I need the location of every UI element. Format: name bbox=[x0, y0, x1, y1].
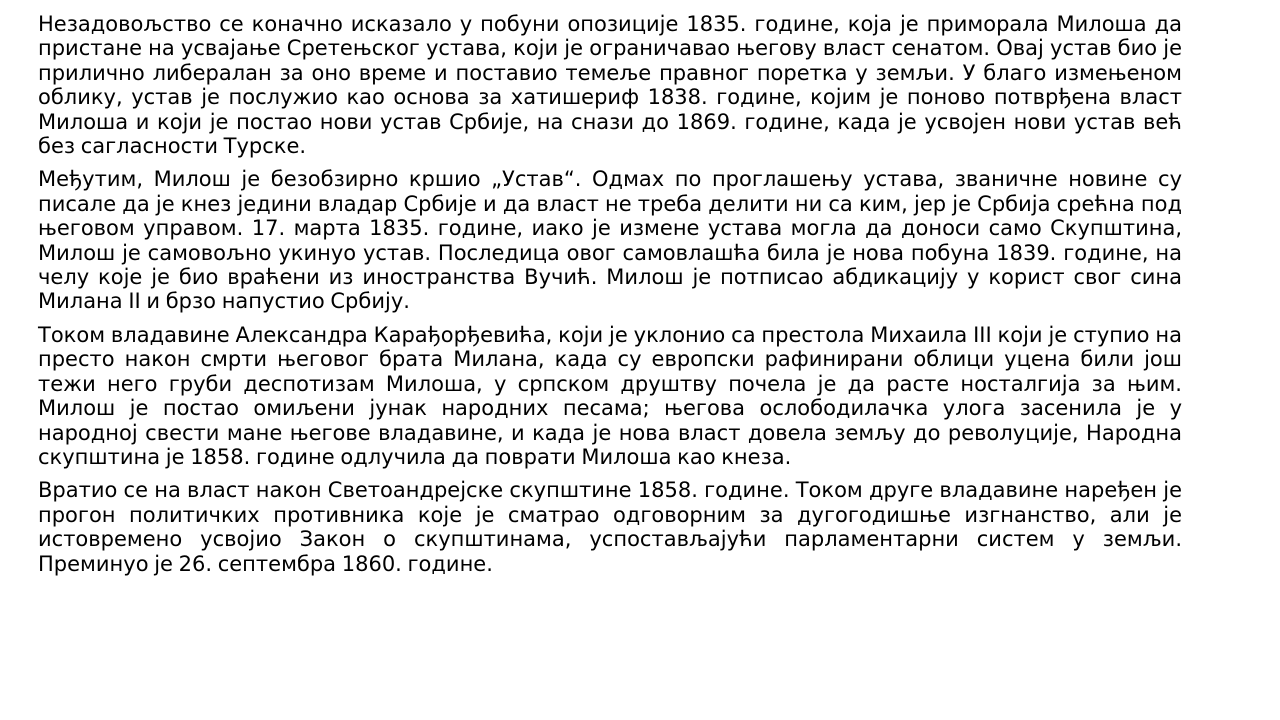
paragraph-3: Током владавине Александра Карађорђевића, који је уклонио са престола Михаила III који је ступио на престо након смрти његовог брата Милана, када су европски рафинирани облици уцена били још тежи него груби деспотизам Милоша, у српском друштву почела је да расте носталгија за њим. Милош је постао омиљени јунак народних песама; његова ослободилачка улога засенила је у народној свести мане његове владавине, и када је нова власт довела земљу до револуције, Народна скупштина је 1858. године одлучила да поврати Милоша као кнеза. bbox=[38, 322, 1182, 469]
paragraph-1: Незадовољство се коначно исказало у побуни опозиције 1835. године, која је приморала Милоша да пристане на усвајање Сретењског устава, који је ограничавао његову власт сенатом. Овај устав био је прилично либералан за оно време и поставио темеље правног поретка у земљи. У благо измењеном облику, устав је послужио као основа за хатишериф 1838. године, којим је поново потврђена власт Милоша и који је постао нови устав Србије, на снази до 1869. године, када је усвојен нови устав већ без сагласности Турске. bbox=[38, 12, 1182, 159]
paragraph-2: Међутим, Милош је безобзирно кршио „Устав“. Одмах по проглашењу устава, званичне новине су писале да је кнез једини владар Србије и да власт не треба делити ни са ким, јер је Србија срећна под његовом управом. 17. марта 1835. године, иако је измене устава могла да доноси само Скупштина, Милош је самовољно укинуо устав. Последица овог самовлашћа била је нова побуна 1839. године, на челу које је био враћени из иностранства Вучић. Милош је потписао абдикацију у корист свог сина Милана II и брзо напустио Србију. bbox=[38, 167, 1182, 314]
paragraph-4: Вратио се на власт након Светоандрејске скупштине 1858. године. Током друге владавине наређен је прогон политичких противника које је сматрао одговорним за дугогодишње изгнанство, али је истовремено усвојио Закон о скупштинама, успостављајући парламентарни систем у земљи. Преминуо је 26. септембра 1860. године. bbox=[38, 478, 1182, 576]
slide-text-body bbox=[38, 12, 1182, 712]
